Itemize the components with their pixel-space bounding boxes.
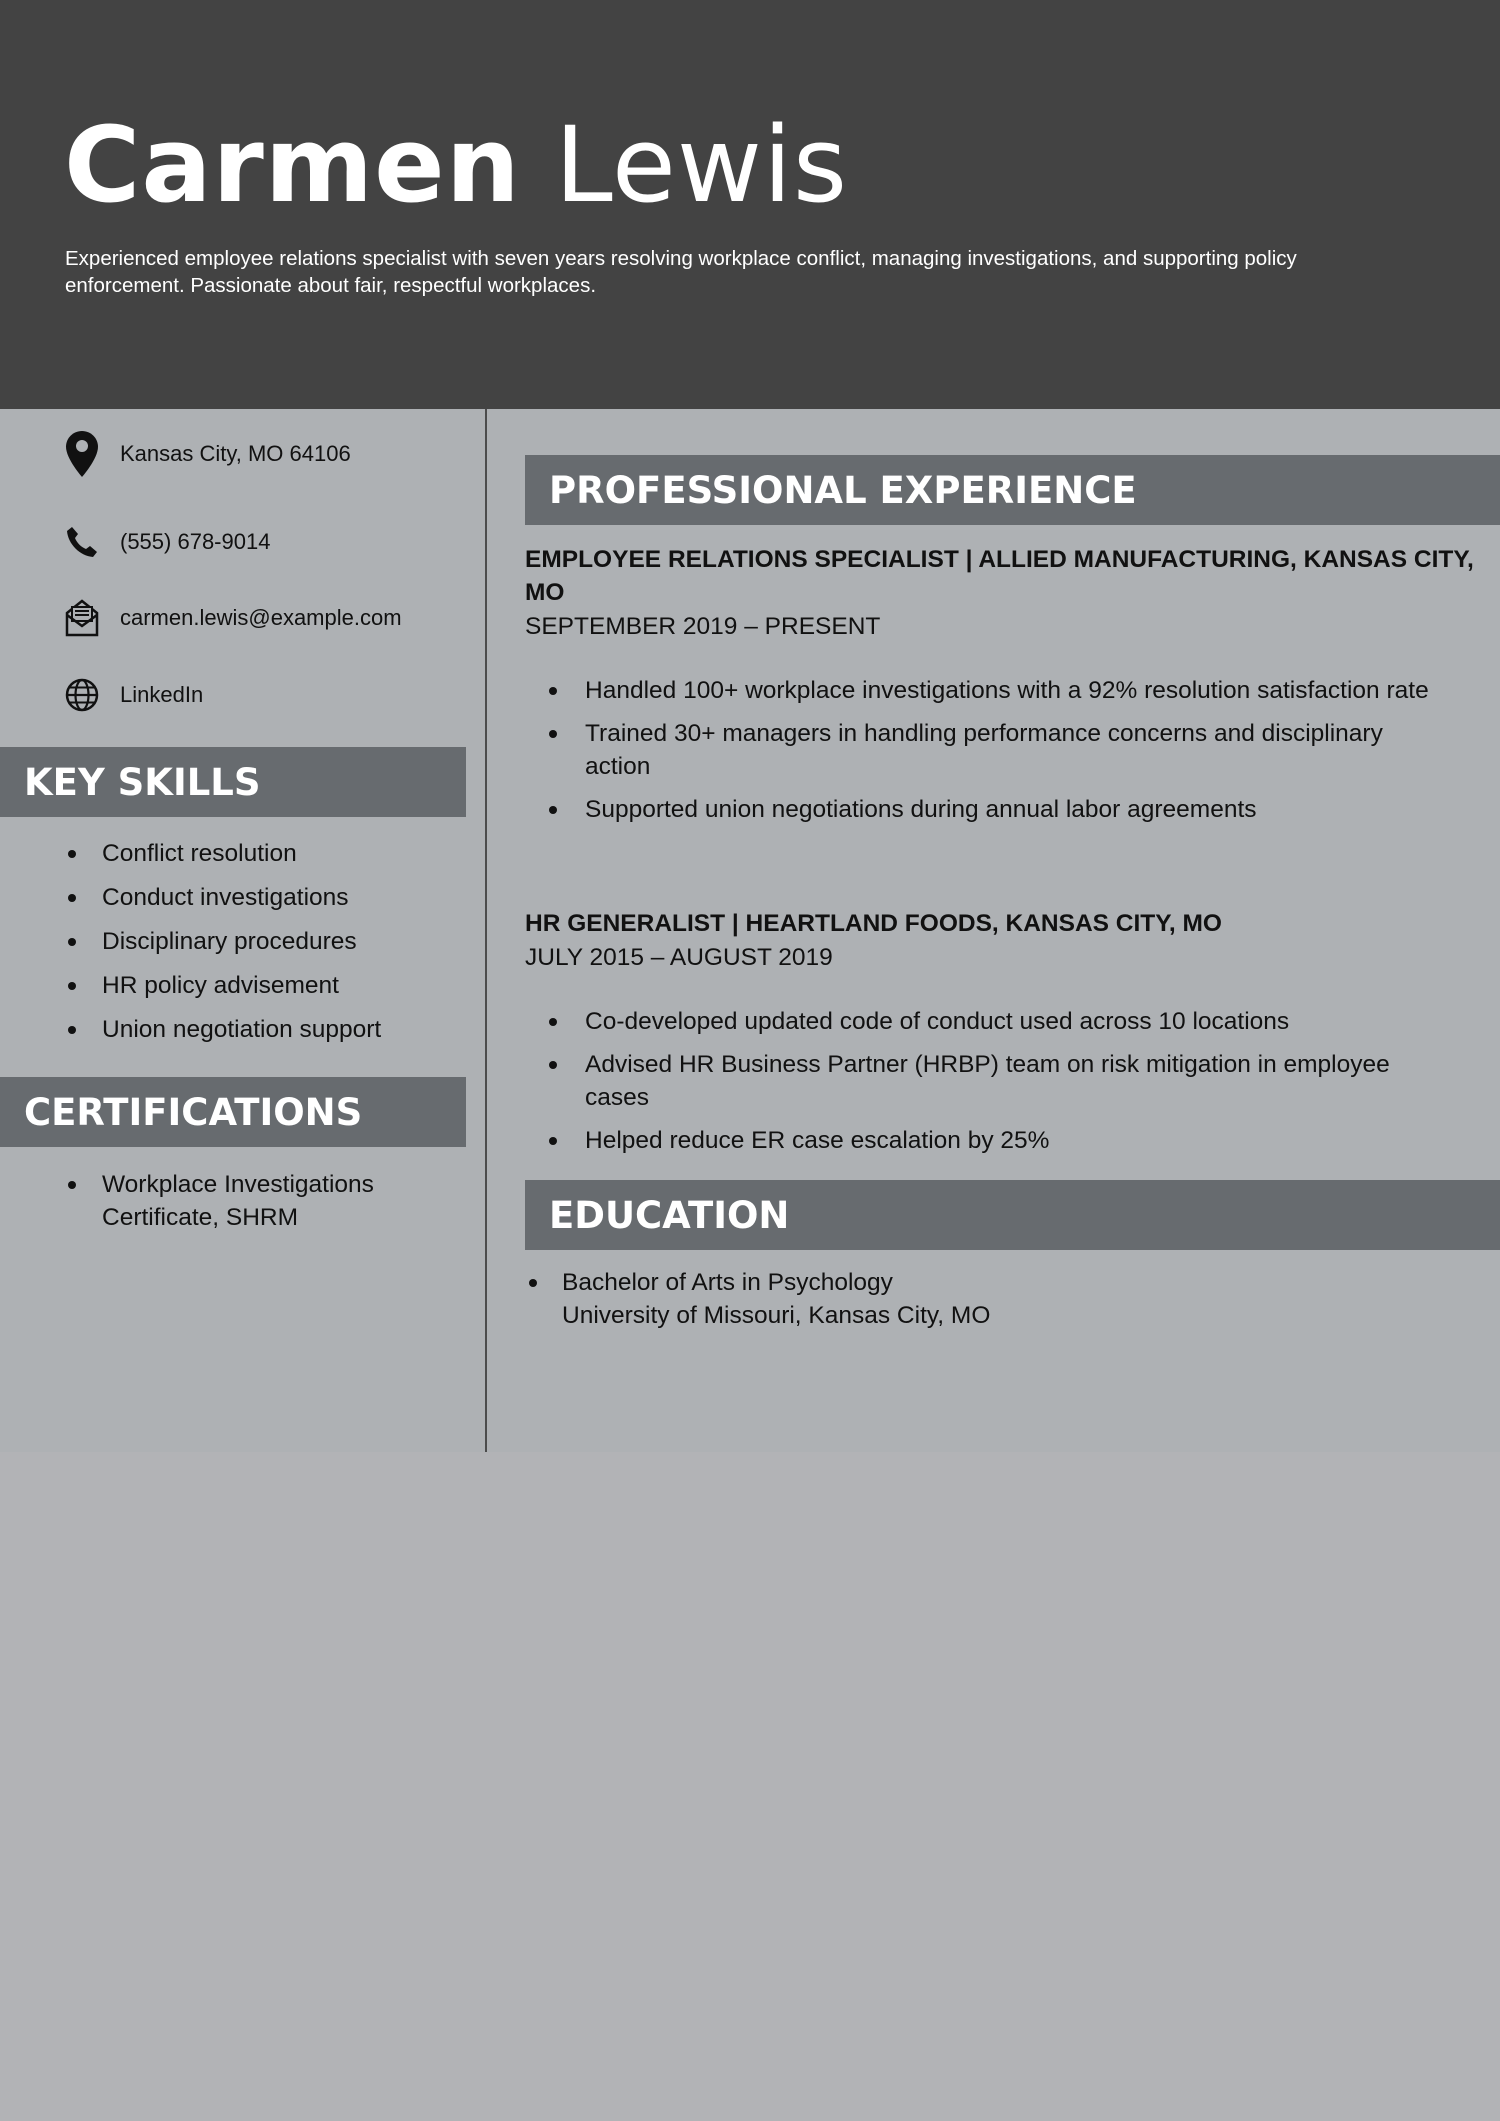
first-name: Carmen: [64, 104, 521, 226]
contact-email: [64, 598, 402, 638]
list-item: Helped reduce ER case escalation by 25%: [545, 1124, 1455, 1157]
phone-icon: [64, 522, 100, 562]
list-item: Disciplinary procedures: [64, 925, 381, 958]
profile-summary: Experienced employee relations specialist with seven years resolving workplace conflict, managing investigations, and supporting policy enforcement. Passionate about fair, respectful workplaces.: [65, 247, 1297, 297]
contact-linkedin: [64, 675, 203, 715]
school: University of Missouri, Kansas City, MO: [562, 1302, 991, 1329]
list-item: [525, 1266, 1425, 1332]
linkedin-link[interactable]: LinkedIn: [120, 682, 204, 707]
candidate-name: [64, 104, 849, 226]
phone-text[interactable]: (555) 678-9014: [120, 529, 271, 554]
location-text: Kansas City, MO 64106: [120, 441, 351, 466]
job-bullets: [545, 1005, 1455, 1167]
list-item: Union negotiation support: [64, 1013, 381, 1046]
skills-list: [64, 837, 381, 1057]
list-item: Trained 30+ managers in handling performance concerns and disciplinary action: [545, 717, 1455, 783]
globe-icon: [64, 675, 100, 715]
list-item: Advised HR Business Partner (HRBP) team on risk mitigation in employee cases: [545, 1048, 1455, 1114]
certifications-heading: CERTIFICATIONS: [0, 1077, 466, 1147]
list-item: Handled 100+ workplace investigations with a 92% resolution satisfaction rate: [545, 674, 1455, 707]
list-item: [64, 1168, 374, 1234]
list-item: Conflict resolution: [64, 837, 381, 870]
job-dates: JULY 2015 – AUGUST 2019: [525, 944, 833, 971]
key-skills-heading: KEY SKILLS: [0, 747, 466, 817]
job-title: HR GENERALIST | HEARTLAND FOODS, KANSAS CITY, MO: [525, 910, 1222, 937]
column-divider: [485, 409, 487, 1452]
header-banner: [0, 0, 1500, 409]
contact-phone: [64, 522, 270, 562]
experience-heading: PROFESSIONAL EXPERIENCE: [525, 455, 1500, 525]
job-dates: SEPTEMBER 2019 – PRESENT: [525, 613, 881, 640]
cert-name: Workplace Investigations: [102, 1171, 374, 1198]
list-item: Conduct investigations: [64, 881, 381, 914]
map-pin-icon: [64, 434, 100, 474]
contact-location: [64, 434, 351, 474]
education-heading: EDUCATION: [525, 1180, 1500, 1250]
education-list: [525, 1266, 1425, 1332]
job-bullets: [545, 674, 1455, 836]
list-item: Supported union negotiations during annual labor agreements: [545, 793, 1455, 826]
cert-issuer: Certificate, SHRM: [102, 1204, 299, 1231]
list-item: Co-developed updated code of conduct used across 10 locations: [545, 1005, 1455, 1038]
job-title: EMPLOYEE RELATIONS SPECIALIST | ALLIED MANUFACTURING, KANSAS CITY, MO: [525, 546, 1474, 606]
list-item: HR policy advisement: [64, 969, 381, 1002]
email-text[interactable]: carmen.lewis@example.com: [120, 605, 402, 630]
certifications-list: [64, 1168, 374, 1245]
last-name: Lewis: [554, 104, 849, 226]
envelope-icon: [64, 598, 100, 638]
degree: Bachelor of Arts in Psychology: [562, 1269, 893, 1296]
